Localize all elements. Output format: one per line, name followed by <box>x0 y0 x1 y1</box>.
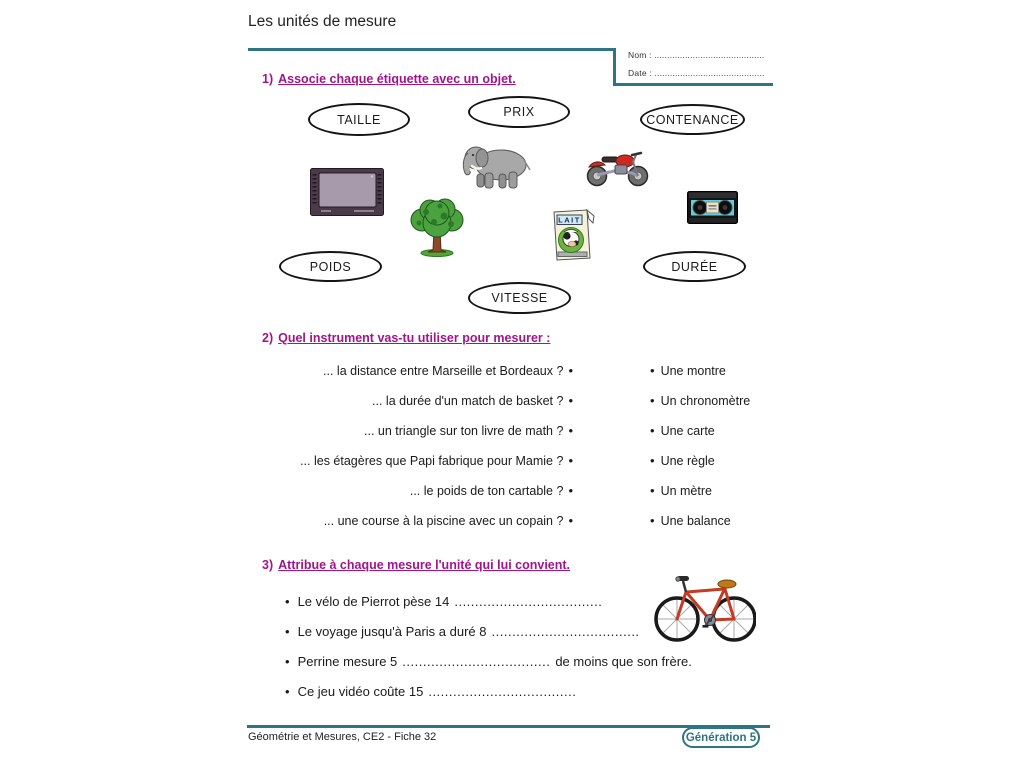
television-image <box>310 168 384 216</box>
elephant-image <box>461 143 532 192</box>
date-field <box>628 68 765 78</box>
label-oval-poids: POIDS <box>279 251 382 282</box>
match-question: ... une course à la piscine avec un copain ? • <box>323 513 573 528</box>
match-dot: • <box>568 513 573 528</box>
bullet-icon: • <box>285 684 290 699</box>
match-question: ... la distance entre Marseille et Bordeaux ? • <box>323 363 573 378</box>
label-oval-taille: TAILLE <box>308 103 410 136</box>
section3-heading: 3) Attribue à chaque mesure l'unité qui lui convient. <box>262 558 571 572</box>
match-dot: • <box>568 453 573 468</box>
label-oval-prix: PRIX <box>468 96 570 128</box>
bicycle-image <box>653 572 756 645</box>
name-label: Nom : <box>628 50 652 60</box>
section1-heading: 1) Associe chaque étiquette avec un objet. <box>262 72 516 86</box>
match-dot: • <box>650 513 655 528</box>
match-answer: • Un chronomètre <box>650 393 751 408</box>
section2-number: 2) <box>262 331 274 345</box>
match-dot: • <box>568 483 573 498</box>
date-blank-dots: ........................................... <box>654 68 765 78</box>
footer-worksheet-reference: Géométrie et Mesures, CE2 - Fiche 32 <box>248 731 437 743</box>
match-dot: • <box>568 423 573 438</box>
match-dot: • <box>650 363 655 378</box>
match-dot: • <box>650 483 655 498</box>
bullet-icon: • <box>285 594 290 609</box>
answer-blank-dots: .................................... <box>454 594 603 609</box>
match-answer: • Une carte <box>650 423 715 438</box>
match-dot: • <box>650 423 655 438</box>
fill-in-sentence: • Le vélo de Pierrot pèse 14 .................................... <box>285 594 603 609</box>
name-blank-dots: ........................................... <box>654 50 765 60</box>
milk-carton-label-text: LAIT <box>558 215 581 225</box>
fill-in-sentence: • Ce jeu vidéo coûte 15 .................................... <box>285 684 577 699</box>
match-dot: • <box>568 393 573 408</box>
answer-blank-dots: .................................... <box>491 624 640 639</box>
match-dot: • <box>568 363 573 378</box>
bullet-icon: • <box>285 654 290 669</box>
fill-in-sentence: • Le voyage jusqu'à Paris a duré 8 .................................... <box>285 624 640 639</box>
match-question: ... un triangle sur ton livre de math ? • <box>364 423 573 438</box>
label-oval-vitesse: VITESSE <box>468 282 571 314</box>
match-dot: • <box>650 393 655 408</box>
match-answer: • Une balance <box>650 513 731 528</box>
match-answer: • Une montre <box>650 363 726 378</box>
date-label: Date : <box>628 68 652 78</box>
vhs-cassette-image <box>687 189 738 226</box>
match-question: ... les étagères que Papi fabrique pour Mamie ? • <box>300 453 573 468</box>
label-oval-contenance: CONTENANCE <box>640 104 745 135</box>
page-title: Les unités de mesure <box>248 13 397 30</box>
tree-image <box>404 196 470 258</box>
fill-in-sentence: • Perrine mesure 5 .................................... de moins que son frère. <box>285 654 692 669</box>
bullet-icon: • <box>285 624 290 639</box>
answer-blank-dots: .................................... <box>402 654 551 669</box>
match-answer: • Une règle <box>650 453 715 468</box>
label-oval-duree: DURÉE <box>643 251 746 282</box>
match-question: ... le poids de ton cartable ? • <box>409 483 573 498</box>
brand-badge: Génération 5 <box>682 727 760 748</box>
milk-carton-image <box>549 205 596 263</box>
header-box-bottom-line <box>613 83 773 86</box>
answer-blank-dots: .................................... <box>428 684 577 699</box>
header-box-vertical-line <box>613 48 616 86</box>
name-field <box>628 50 764 60</box>
section2-heading: 2) Quel instrument vas-tu utiliser pour mesurer : <box>262 331 551 345</box>
match-dot: • <box>650 453 655 468</box>
header-box-top-line <box>248 48 616 51</box>
match-question: ... la durée d'un match de basket ? • <box>372 393 573 408</box>
section1-number: 1) <box>262 72 274 86</box>
section3-number: 3) <box>262 558 274 572</box>
match-answer: • Un mètre <box>650 483 712 498</box>
motorcycle-image <box>584 147 651 187</box>
